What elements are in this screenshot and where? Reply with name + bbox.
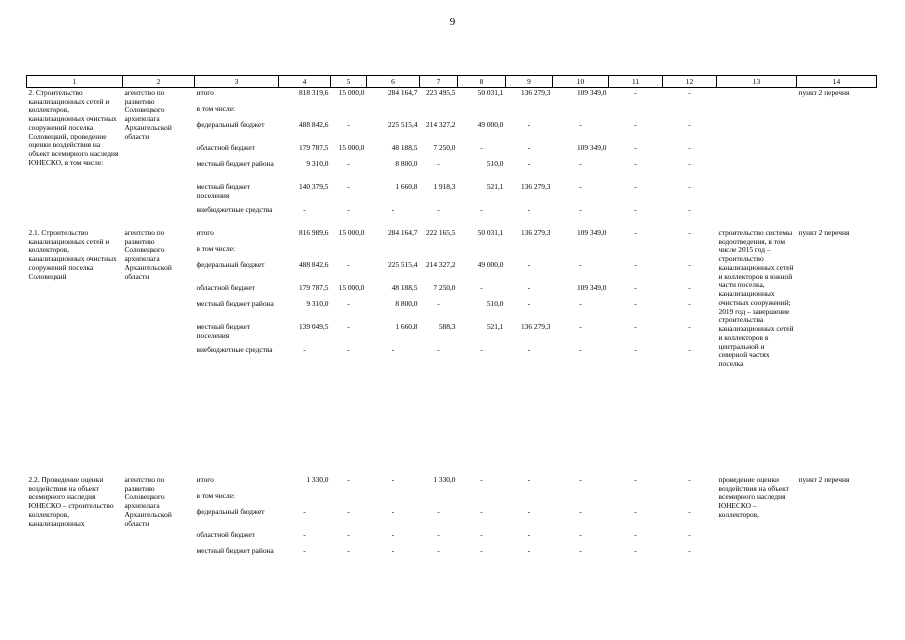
funding-source: областной бюджет [196, 143, 255, 152]
funding-source: в том числе: [196, 491, 236, 500]
funding-source: федеральный бюджет [196, 507, 265, 516]
value-cell: - [634, 205, 637, 214]
value-cell: - [303, 530, 306, 539]
value-cell: - [480, 530, 483, 539]
value-cell: 15 000,0 [338, 228, 365, 237]
funding-source: местный бюджет поселения [196, 322, 251, 340]
value-cell: - [347, 322, 350, 331]
value-cell: - [579, 260, 582, 269]
funding-source: областной бюджет [196, 283, 255, 292]
column-number: 1 [27, 76, 123, 88]
value-cell: - [634, 530, 637, 539]
value-cell: 1 330,0 [306, 475, 329, 484]
value-cell: - [579, 322, 582, 331]
value-cell: - [579, 182, 582, 191]
value-cell: - [634, 159, 637, 168]
value-cell: 49 000,0 [477, 120, 504, 129]
value-cell: - [303, 205, 306, 214]
value-cell: - [347, 345, 350, 354]
reference: пункт 2 перечня [798, 228, 850, 237]
value-cell: - [527, 475, 531, 484]
value-cell: 179 787,5 [298, 283, 329, 292]
value-cell: 15 000,0 [338, 143, 365, 152]
executor: агентство по развитию Соловецкого архипелага Архангельской области [124, 475, 172, 528]
value-cell: - [634, 299, 637, 308]
value-cell: - [391, 530, 395, 539]
value-cell: - [634, 507, 637, 516]
activity-name: 2.2. Проведение оценки воздействия на объект всемирного наследия ЮНЕСКО – строительство коллекторов, канализационных [28, 475, 114, 528]
value-cell: - [347, 507, 350, 516]
value-cell: - [688, 120, 691, 129]
funding-source: в том числе: [196, 244, 236, 253]
value-cell: - [527, 345, 531, 354]
value-cell: - [579, 205, 582, 214]
program-block [27, 475, 877, 569]
column-number: 13 [717, 76, 797, 88]
value-cell: - [634, 260, 637, 269]
value-cell: - [437, 205, 440, 214]
value-cell: - [688, 182, 691, 191]
value-cell: 1 918,3 [433, 182, 456, 191]
value-cell: - [527, 205, 531, 214]
value-cell: - [527, 507, 531, 516]
value-cell: 1 330,0 [433, 475, 456, 484]
value-cell: - [347, 299, 350, 308]
funding-source: местный бюджет поселения [196, 182, 251, 200]
value-cell: 136 279,3 [520, 88, 551, 97]
value-cell: 1 660,8 [395, 322, 418, 331]
column-number: 11 [609, 76, 663, 88]
value-cell: 284 164,7 [387, 228, 418, 237]
value-cell: - [347, 205, 350, 214]
value-cell: 109 349,0 [576, 228, 607, 237]
funding-source: итого [196, 475, 214, 484]
value-cell: 7 250,0 [433, 283, 456, 292]
value-cell: 50 031,1 [477, 228, 504, 237]
value-cell: 136 279,3 [520, 182, 551, 191]
value-cell: 15 000,0 [338, 88, 365, 97]
value-cell: - [480, 475, 483, 484]
value-cell: - [437, 345, 440, 354]
column-number: 4 [279, 76, 331, 88]
value-cell: - [688, 299, 691, 308]
value-cell: - [579, 159, 582, 168]
expected-result: строительство системы водоотведения, в том числе 2015 год – строительство канализационных сетей и коллекторов в южной части поселка, канализационных очистных сооружений; 2019 год – завершение строительства канализационных сетей и коллекторов в центральной и северной частях поселка [718, 228, 794, 369]
value-cell: 510,0 [486, 299, 504, 308]
value-cell: 179 787,5 [298, 143, 329, 152]
funding-source: в том числе: [196, 104, 236, 113]
value-cell: 136 279,3 [520, 228, 551, 237]
value-cell: - [634, 546, 637, 555]
funding-source: внебюджетные средства [196, 345, 273, 354]
value-cell: - [688, 143, 691, 152]
funding-source: местный бюджет района [196, 546, 274, 555]
reference: пункт 2 перечня [798, 88, 850, 97]
value-cell: - [303, 345, 306, 354]
value-cell: 588,3 [438, 322, 456, 331]
column-number-row [27, 76, 877, 88]
value-cell: 48 188,5 [391, 283, 418, 292]
value-cell: - [347, 530, 350, 539]
value-cell: - [634, 228, 637, 237]
value-cell: 8 800,0 [395, 159, 418, 168]
value-cell: - [437, 530, 440, 539]
value-cell: - [303, 546, 306, 555]
value-cell: - [347, 159, 350, 168]
value-cell: - [527, 260, 531, 269]
value-cell: - [688, 283, 691, 292]
value-cell: - [480, 546, 483, 555]
value-cell: - [688, 546, 691, 555]
value-cell: - [391, 507, 395, 516]
value-cell: - [480, 143, 483, 152]
funding-source: федеральный бюджет [196, 260, 265, 269]
value-cell: - [391, 546, 395, 555]
value-cell: - [579, 530, 582, 539]
value-cell: 109 349,0 [576, 143, 607, 152]
value-cell: 521,1 [486, 322, 504, 331]
value-cell: 214 327,2 [425, 120, 456, 129]
column-number: 5 [331, 76, 367, 88]
value-cell: 521,1 [486, 182, 504, 191]
executor: агентство по развитию Соловецкого архипелага Архангельской области [124, 88, 172, 141]
value-cell: - [437, 159, 440, 168]
funding-source: областной бюджет [196, 530, 255, 539]
value-cell: 214 327,2 [425, 260, 456, 269]
program-block [27, 228, 877, 475]
value-cell: - [527, 120, 531, 129]
value-cell: - [634, 143, 637, 152]
value-cell: 136 279,3 [520, 322, 551, 331]
value-cell: 222 165,5 [425, 228, 456, 237]
value-cell: - [527, 299, 531, 308]
value-cell: - [480, 283, 483, 292]
value-cell: 510,0 [486, 159, 504, 168]
column-number: 10 [553, 76, 609, 88]
value-cell: - [347, 120, 350, 129]
funding-source: итого [196, 88, 214, 97]
value-cell: 223 495,5 [425, 88, 456, 97]
value-cell: - [634, 475, 637, 484]
expected-result: проведение оценки воздействия на объект всемирного наследия ЮНЕСКО – коллекторов, [718, 475, 789, 519]
funding-source: местный бюджет района [196, 299, 274, 308]
activity-name: 2.1. Строительство канализационных сетей и коллекторов, канализационных очистных сооружений поселка Соловецкий [28, 228, 117, 281]
value-cell: 139 049,5 [298, 322, 329, 331]
value-cell: 816 989,6 [298, 228, 329, 237]
value-cell: - [527, 143, 531, 152]
funding-source: итого [196, 228, 214, 237]
value-cell: 15 000,0 [338, 283, 365, 292]
value-cell: - [527, 546, 531, 555]
column-number: 12 [663, 76, 717, 88]
value-cell: - [579, 345, 582, 354]
column-number: 14 [797, 76, 877, 88]
value-cell: - [579, 507, 582, 516]
value-cell: 488 842,6 [298, 120, 329, 129]
funding-source: местный бюджет района [196, 159, 274, 168]
activity-name: 2. Строительство канализационных сетей и коллекторов, канализационных очистных сооружений поселка Соловецкий, проведение оценки воздействия на объект всемирного наследия ЮНЕСКО, в том числе: [28, 88, 119, 167]
value-cell: - [391, 345, 395, 354]
column-number: 3 [195, 76, 279, 88]
value-cell: - [391, 205, 395, 214]
value-cell: - [437, 507, 440, 516]
value-cell: - [688, 205, 691, 214]
value-cell: - [579, 120, 582, 129]
value-cell: - [688, 345, 691, 354]
value-cell: - [347, 182, 350, 191]
value-cell: - [347, 546, 350, 555]
value-cell: 109 349,0 [576, 283, 607, 292]
value-cell: - [634, 322, 637, 331]
value-cell: 49 000,0 [477, 260, 504, 269]
value-cell: - [688, 475, 691, 484]
column-number: 9 [506, 76, 553, 88]
value-cell: - [480, 205, 483, 214]
value-cell: 284 164,7 [387, 88, 418, 97]
value-cell: - [634, 88, 637, 97]
value-cell: - [527, 159, 531, 168]
value-cell: 50 031,1 [477, 88, 504, 97]
funding-source: внебюджетные средства [196, 205, 273, 214]
value-cell: - [688, 159, 691, 168]
executor: агентство по развитию Соловецкого архипелага Архангельской области [124, 228, 172, 281]
value-cell: - [634, 120, 637, 129]
value-cell: 109 349,0 [576, 88, 607, 97]
column-number: 7 [420, 76, 458, 88]
value-cell: - [527, 283, 531, 292]
value-cell: 9 310,0 [306, 299, 329, 308]
value-cell: 225 515,4 [387, 260, 418, 269]
value-cell: - [688, 322, 691, 331]
column-number: 2 [123, 76, 195, 88]
value-cell: - [634, 345, 637, 354]
value-cell: - [391, 475, 395, 484]
column-number: 6 [367, 76, 420, 88]
funding-source: федеральный бюджет [196, 120, 265, 129]
value-cell: - [688, 530, 691, 539]
value-cell: - [688, 228, 691, 237]
value-cell: - [347, 260, 350, 269]
value-cell: 488 842,6 [298, 260, 329, 269]
value-cell: - [527, 530, 531, 539]
value-cell: 9 310,0 [306, 159, 329, 168]
value-cell: - [437, 299, 440, 308]
value-cell: - [688, 260, 691, 269]
value-cell: 7 250,0 [433, 143, 456, 152]
value-cell: 1 660,8 [395, 182, 418, 191]
program-table [26, 75, 877, 569]
value-cell: 140 379,5 [298, 182, 329, 191]
value-cell: - [347, 475, 350, 484]
value-cell: - [579, 475, 582, 484]
value-cell: - [579, 546, 582, 555]
value-cell: - [437, 546, 440, 555]
value-cell: - [579, 299, 582, 308]
page-number: 9 [449, 16, 456, 28]
value-cell: 818 319,6 [298, 88, 329, 97]
column-number: 8 [458, 76, 506, 88]
value-cell: 48 188,5 [391, 143, 418, 152]
value-cell: 225 515,4 [387, 120, 418, 129]
expected-result [717, 88, 797, 229]
value-cell: - [480, 507, 483, 516]
value-cell: 8 800,0 [395, 299, 418, 308]
value-cell: - [480, 345, 483, 354]
program-block [27, 88, 877, 229]
value-cell: - [688, 507, 691, 516]
value-cell: - [688, 88, 691, 97]
value-cell: - [634, 182, 637, 191]
value-cell: - [303, 507, 306, 516]
value-cell: - [634, 283, 637, 292]
reference: пункт 2 перечня [798, 475, 850, 484]
